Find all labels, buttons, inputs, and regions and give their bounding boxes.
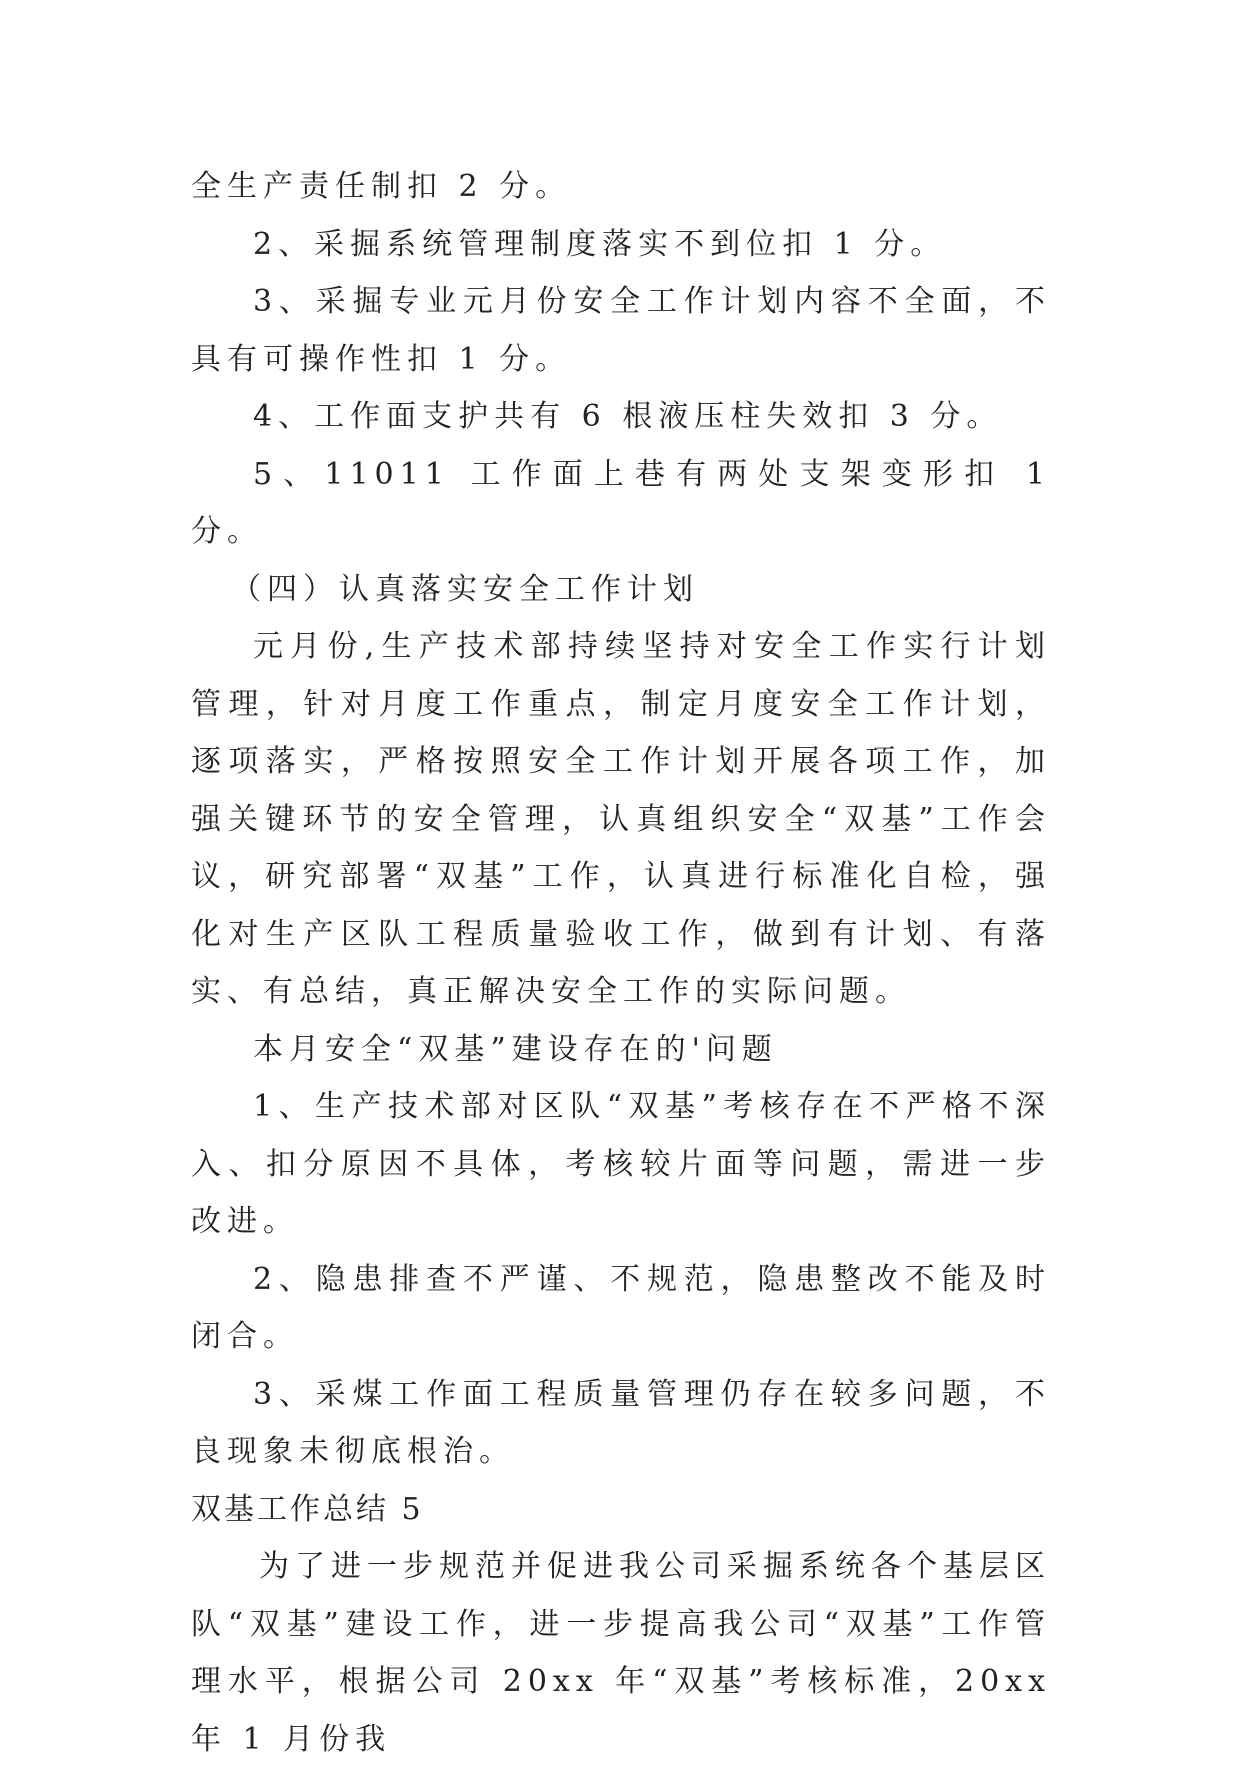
section-title: 双基工作总结 5 bbox=[191, 1491, 424, 1527]
list-item-3: 3、采掘专业元月份安全工作计划内容不全面，不具有可操作性扣 1 分。 bbox=[191, 284, 1051, 377]
list-item-4: 4、工作面支护共有 6 根液压柱失效扣 3 分。 bbox=[253, 399, 1003, 434]
issue-item-1: 1、生产技术部对区队“双基”考核存在不严格不深入、扣分原因不具体，考核较片面等问题，需进一步改进。 bbox=[191, 1089, 1051, 1239]
paragraph-plan: 元月份,生产技术部持续坚持对安全工作实行计划管理，针对月度工作重点，制定月度安全工作计划，逐项落实，严格按照安全工作计划开展各项工作，加强关键环节的安全管理，认真组织安全“双基”工作会议，研究部署“双基”工作，认真进行标准化自检，强化对生产区队工程质量验收工作，做到有计划、有落实、有总结，真正解决安全工作的实际问题。 bbox=[191, 629, 1051, 1009]
list-item-5: 5、11011 工作面上巷有两处支架变形扣 1 分。 bbox=[191, 456, 1051, 549]
subheading-issues: 本月安全“双基”建设存在的'问题 bbox=[253, 1031, 778, 1067]
section-heading-four: （四）认真落实安全工作计划 bbox=[231, 571, 699, 607]
document-body bbox=[191, 158, 1051, 1768]
paragraph-continuation: 全生产责任制扣 2 分。 bbox=[191, 169, 572, 204]
list-item-2: 2、采掘系统管理制度落实不到位扣 1 分。 bbox=[253, 226, 947, 262]
issue-item-2: 2、隐患排查不严谨、不规范，隐患整改不能及时闭合。 bbox=[191, 1261, 1051, 1354]
paragraph-intro: 为了进一步规范并促进我公司采掘系统各个基层区队“双基”建设工作，进一步提高我公司“双基”工作管理水平，根据公司 20xx 年“双基”考核标准，20xx 年 1 月份我 bbox=[191, 1549, 1051, 1757]
issue-item-3: 3、采煤工作面工程质量管理仍存在较多问题，不良现象未彻底根治。 bbox=[191, 1376, 1051, 1469]
